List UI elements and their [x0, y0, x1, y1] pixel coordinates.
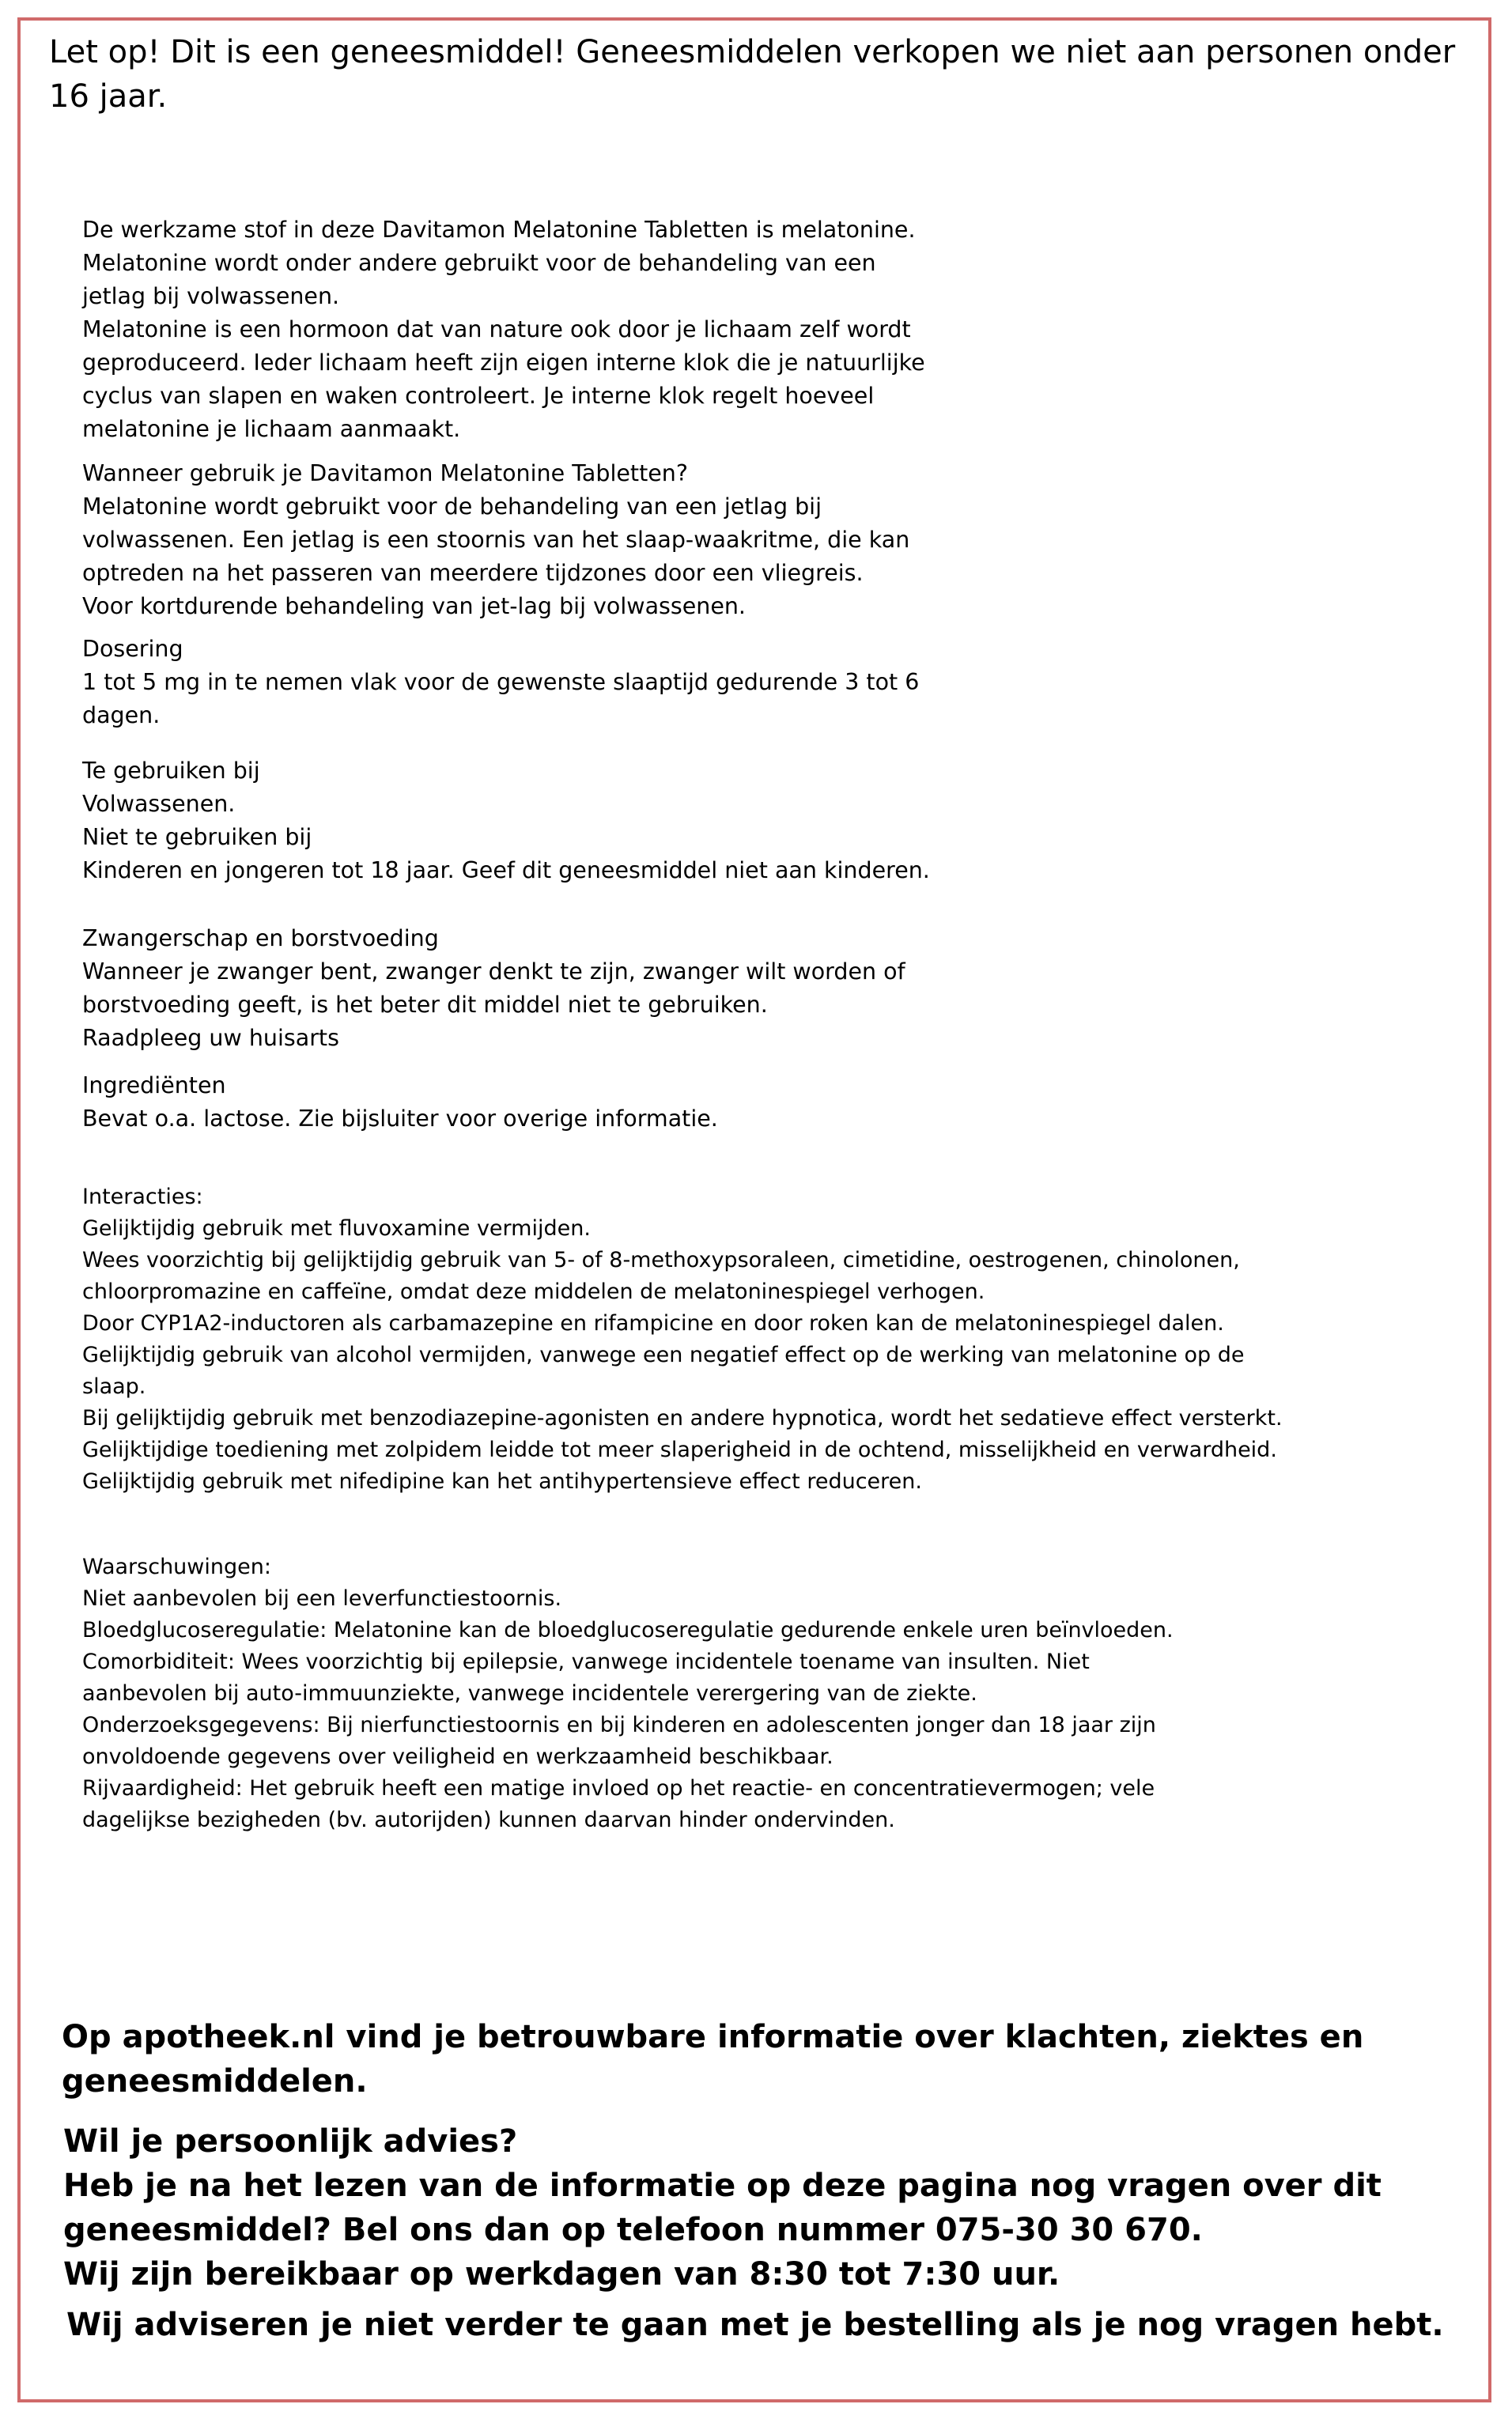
indication-section: Te gebruiken bij Volwassenen. Niet te gebruiken bij Kinderen en jongeren tot 18 jaar. Geef dit geneesmiddel niet aan kinderen. — [82, 758, 930, 883]
pregnancy-section: Zwangerschap en borstvoeding Wanneer je zwanger bent, zwanger denkt te zijn, zwanger wilt worden of borstvoeding geeft, is het beter dit middel niet te gebruiken. Raadpleeg uw huisarts — [82, 925, 905, 1051]
warnings-section: Waarschuwingen: Niet aanbevolen bij een leverfunctiestoornis. Bloedglucoseregulatie: Melatonine kan de bloedglucoseregulatie gedurende enkele uren beïnvloeden. Comorbiditeit: Wees voorzichtig bij epilepsie, vanwege incidentele toename van insulten. Niet aanbevolen bij auto-immuunziekte, vanwege incidentele verergering van de ziekte. Onderzoeksgegevens: Bij nierfunctiestoornis en bij kinderen en adolescenten jonger dan 18 jaar zijn onvoldoende gegevens over veiligheid en werkzaamheid beschikbaar. Rijvaardigheid: Het gebruik heeft een matige invloed op het reactie- en concentratievermogen; vele dagelijkse bezigheden (bv. autorijden) kunnen daarvan hinder ondervinden. — [82, 1555, 1174, 1832]
ingredients-section: Ingrediënten Bevat o.a. lactose. Zie bijsluiter voor overige informatie. — [82, 1072, 718, 1132]
intro-section: De werkzame stof in deze Davitamon Melatonine Tabletten is melatonine. Melatonine wordt onder andere gebruikt voor de behandeling van een jetlag bij volwassenen. Melatonine is een hormoon dat van nature ook door je lichaam zelf wordt geproduceerd. Ieder lichaam heeft zijn eigen interne klok die je natuurlijke cyclus van slapen en waken controleert. Je interne klok regelt hoeveel melatonine je lichaam aanmaakt. — [82, 217, 925, 442]
order-advice: Wij adviseren je niet verder te gaan met je bestelling als je nog vragen hebt. — [66, 2307, 1444, 2343]
interactions-section: Interacties: Gelijktijdig gebruik met fluvoxamine vermijden. Wees voorzichtig bij gelijktijdig gebruik van 5- of 8-methoxypsoraleen, cimetidine, oestrogenen, chinolonen, chloorpromazine en caffeïne, omdat deze middelen de melatoninespiegel verhogen. Door CYP1A2-inductoren als carbamazepine en rifampicine en door roken kan de melatoninespiegel dalen. Gelijktijdig gebruik van alcohol vermijden, vanwege een negatief effect op de werking van melatonine op de slaap. Bij gelijktijdig gebruik met benzodiazepine-agonisten en andere hypnotica, wordt het sedatieve effect versterkt. Gelijktijdige toediening met zolpidem leidde tot meer slaperigheid in de ochtend, misselijkheid en verwardheid. Gelijktijdig gebruik met nifedipine kan het antihypertensieve effect reduceren. — [82, 1185, 1283, 1494]
personal-advice: Wil je persoonlijk advies? Heb je na het lezen van de informatie op deze pagina nog vragen over dit geneesmiddel? Bel ons dan op telefoon nummer 075-30 30 670. Wij zijn bereikbaar op werkdagen van 8:30 tot 7:30 uur. — [63, 2123, 1382, 2293]
dosage-section: Dosering 1 tot 5 mg in te nemen vlak voor de gewenste slaaptijd gedurende 3 tot 6 dagen. — [82, 636, 920, 728]
age-warning: Let op! Dit is een geneesmiddel! Geneesmiddelen verkopen we niet aan personen onder 16 jaar. — [49, 34, 1456, 115]
apotheek-info: Op apotheek.nl vind je betrouwbare informatie over klachten, ziektes en geneesmiddelen. — [62, 2019, 1364, 2100]
usage-section: Wanneer gebruik je Davitamon Melatonine Tabletten? Melatonine wordt gebruikt voor de behandeling van een jetlag bij volwassenen. Een jetlag is een stoornis van het slaap-waakritme, die kan optreden na het passeren van meerdere tijdzones door een vliegreis. Voor kortdurende behandeling van jet-lag bij volwassenen. — [82, 460, 910, 619]
